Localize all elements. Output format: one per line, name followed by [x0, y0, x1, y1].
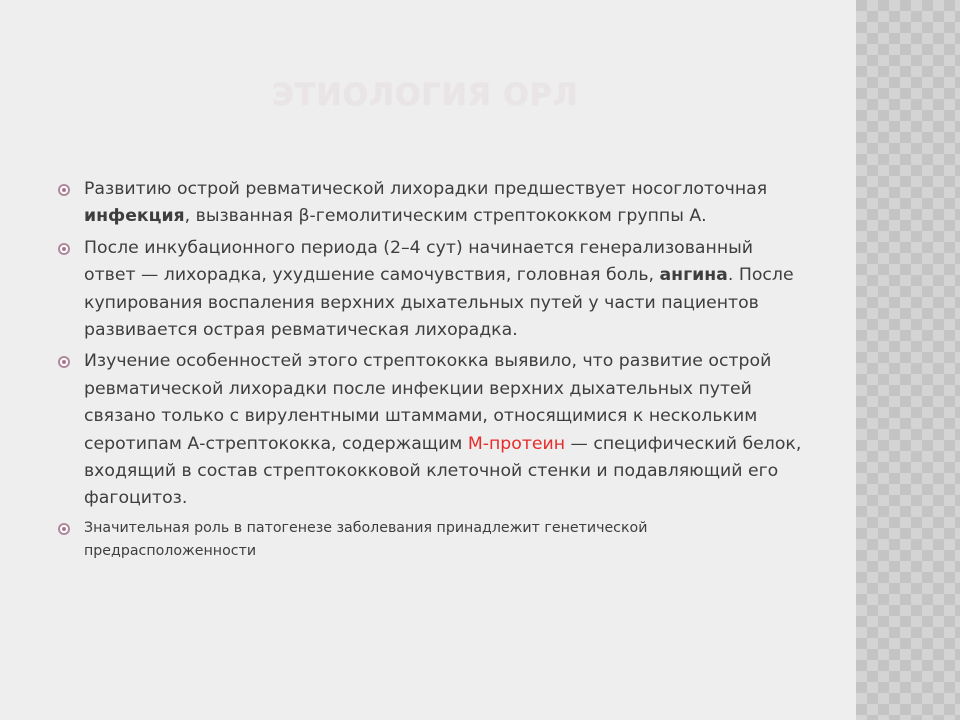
bullet-text: — специфический белок, входящий в состав стрептококковой клеточной стенки и подавляющий его фагоцитоз. [84, 433, 802, 509]
bullet-marker-icon [58, 243, 70, 255]
bullet-marker-icon [58, 523, 70, 535]
bullet-text: Значительная роль в патогенезе заболевания принадлежит генетической предрасположенности [84, 519, 648, 559]
bullet-item [58, 348, 808, 512]
bullet-text: После инкубационного периода (2–4 сут) начинается генерализованный ответ — лихорадка, ухудшение самочувствия, головная боль, [84, 237, 753, 286]
bullet-text: , вызванная β-гемолитическим стрептококком группы А. [184, 206, 707, 227]
bullet-text: . После купирования воспаления верхних дыхательных путей у части пациентов развивается острая ревматическая лихорадка. [84, 265, 794, 341]
bullet-list [58, 176, 808, 567]
highlighted-term: М-протеин [467, 433, 566, 454]
bullet-text: Развитию острой ревматической лихорадки предшествует носоглоточная [84, 179, 768, 199]
bullet-item [58, 517, 808, 563]
bold-term: инфекция [84, 206, 185, 227]
decorative-side-pattern [856, 0, 960, 720]
bullet-marker-icon [58, 356, 70, 368]
bullet-item [58, 235, 808, 345]
slide-title: ЭТИОЛОГИЯ ОРЛ [272, 78, 579, 113]
bullet-text: Изучение особенностей этого стрептококка выявило, что развитие острой ревматической лихорадки после инфекции верхних дыхательных путей связано только с вирулентными штаммами, относящимися к нескольким серотипам А-стрептококка, содержащим [84, 351, 772, 454]
bold-term: ангина [659, 265, 728, 286]
bullet-item [58, 176, 808, 231]
bullet-marker-icon [58, 184, 70, 196]
